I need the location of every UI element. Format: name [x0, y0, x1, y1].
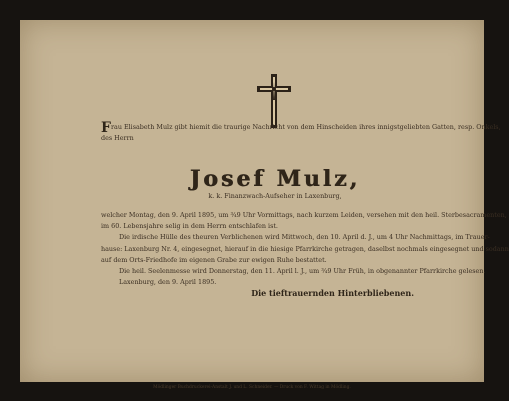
obituary-notice [20, 20, 509, 390]
body-line-6: Die heil. Seelenmesse wird Donnerstag, den 11. April l. J., um ¾9 Uhr Früh, in obgenannter Pfarrkirche gelesen. [119, 267, 486, 275]
intro-text: rau Elisabeth Mulz gibt hiemit die traurige Nachricht von dem Hinscheiden ihres innigstgeliebten Gatten, resp. Onkels, [110, 123, 501, 131]
printer-imprint: Mödlinger Buchdruckerei-Anstalt J. und L. Schneider. — Druck von F. Wittag in Mödling. [153, 385, 351, 390]
signoff: Die tieftrauernden Hinterbliebenen. [251, 288, 414, 298]
place-date: Laxenburg, den 9. April 1895. [119, 278, 217, 286]
deceased-name: Josef Mulz, [189, 166, 361, 192]
intro-line [101, 120, 501, 136]
body-line-1: welcher Montag, den 9. April 1895, um ¾9 Uhr Vormittags, nach kurzem Leiden, versehen mit den heil. Sterbesacramenten, [101, 211, 507, 219]
body-line-2: im 60. Lebensjahre selig in dem Herrn entschlafen ist. [101, 222, 278, 230]
body-line-3: Die irdische Hülle des theuren Verblichenen wird Mittwoch, den 10. April d. J., um 4 Uhr Nachmittags, im Trauer- [119, 233, 490, 241]
drop-cap: F [101, 120, 111, 136]
deceased-title: k. k. Finanzwach-Aufseher in Laxenburg, [208, 192, 342, 200]
intro-line-2: des Herrn [101, 134, 134, 142]
body-line-4: hause: Laxenburg Nr. 4, eingesegnet, hierauf in die hiesige Pfarrkirche getragen, daselbst nochmals eingesegnet und sodann [101, 245, 509, 253]
body-line-5: auf dem Orts-Friedhofe im eigenen Grabe zur ewigen Ruhe bestattet. [101, 256, 327, 264]
